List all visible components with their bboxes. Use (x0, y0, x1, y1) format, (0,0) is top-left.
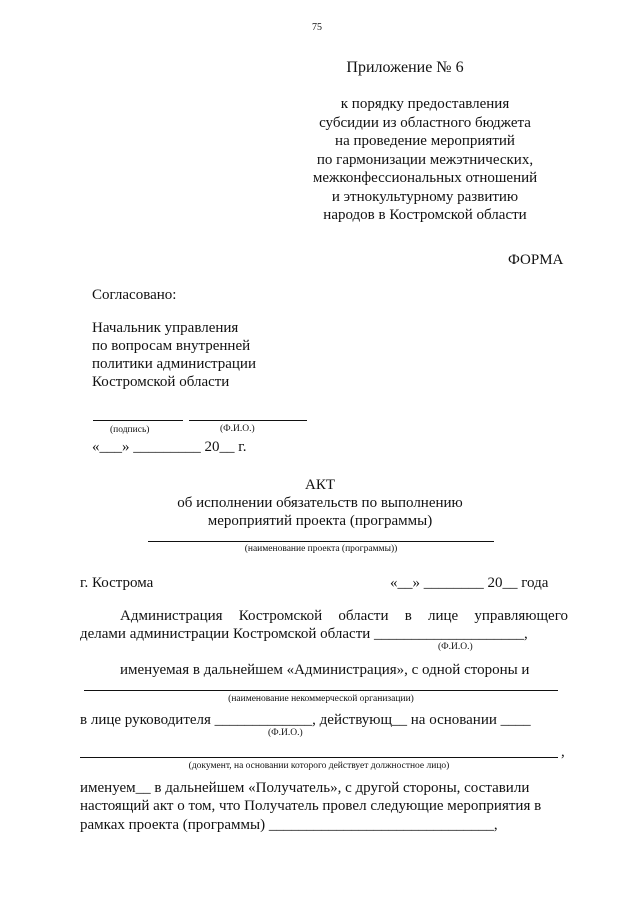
body-p3: в лице руководителя _____________, действующ__ на основании ____ (80, 712, 531, 728)
appendix-line: к порядку предоставления (340, 96, 510, 112)
org-name-line[interactable] (84, 690, 558, 691)
project-caption: (наименование проекта (программы)) (244, 544, 398, 554)
signature-caption: (подпись) (110, 425, 150, 435)
agreed-label: Согласовано: (92, 287, 177, 303)
body-p2: именуемая в дальнейшем «Администрация», с одной стороны и (120, 662, 530, 678)
document-basis-line[interactable] (80, 757, 558, 758)
act-subtitle-line: об исполнении обязательств по выполнению (177, 495, 463, 511)
fio-caption-1: (Ф.И.О.) (438, 642, 473, 652)
act-date: «__» ________ 20__ года (390, 575, 549, 591)
form-label: ФОРМА (508, 252, 564, 268)
appendix-title: Приложение № 6 (346, 59, 464, 76)
appendix-description (300, 95, 550, 225)
approver-position-line: Костромской области (92, 374, 230, 390)
act-title: АКТ (305, 477, 335, 493)
appendix-line: и этнокультурному развитию (331, 188, 519, 205)
approver-position-line: политики администрации (92, 356, 256, 372)
document-line-comma: , (561, 744, 565, 760)
act-subtitle (130, 494, 510, 530)
appendix-line: на проведение мероприятий (335, 133, 515, 149)
body-p1-line1: Администрация Костромской области в лице управляющего (120, 608, 568, 624)
body-p4-line1: именуем__ в дальнейшем «Получатель», с другой стороны, составили (80, 780, 530, 796)
signature-line[interactable] (93, 420, 183, 421)
approver-position-line: Начальник управления (92, 320, 239, 336)
appendix-line: по гармонизации межэтнических, (316, 151, 534, 168)
body-p4-line3: рамках проекта (программы) ______________________________, (80, 817, 498, 833)
body-p1-line2: делами администрации Костромской области ____________________, (80, 626, 528, 642)
act-subtitle-line: мероприятий проекта (программы) (207, 513, 433, 529)
approval-date-line: «___» _________ 20__ г. (92, 439, 247, 455)
appendix-line: межконфессиональных отношений (312, 170, 538, 186)
body-p4-line2: настоящий акт о том, что Получатель провел следующие мероприятия в (80, 798, 542, 814)
document-caption: (документ, на основании которого действует должностное лицо) (188, 761, 450, 771)
fio-line[interactable] (189, 420, 307, 421)
project-name-line[interactable] (148, 541, 494, 542)
page-number: 75 (312, 22, 322, 33)
approver-position (92, 319, 256, 391)
org-caption: (наименование некоммерческой организации) (228, 694, 414, 704)
appendix-line: субсидии из областного бюджета (319, 114, 531, 131)
city: г. Кострома (80, 575, 154, 591)
fio-caption: (Ф.И.О.) (220, 424, 255, 434)
appendix-line: народов в Костромской области (323, 207, 527, 223)
fio-caption-2: (Ф.И.О.) (268, 728, 303, 738)
approver-position-line: по вопросам внутренней (92, 338, 251, 354)
